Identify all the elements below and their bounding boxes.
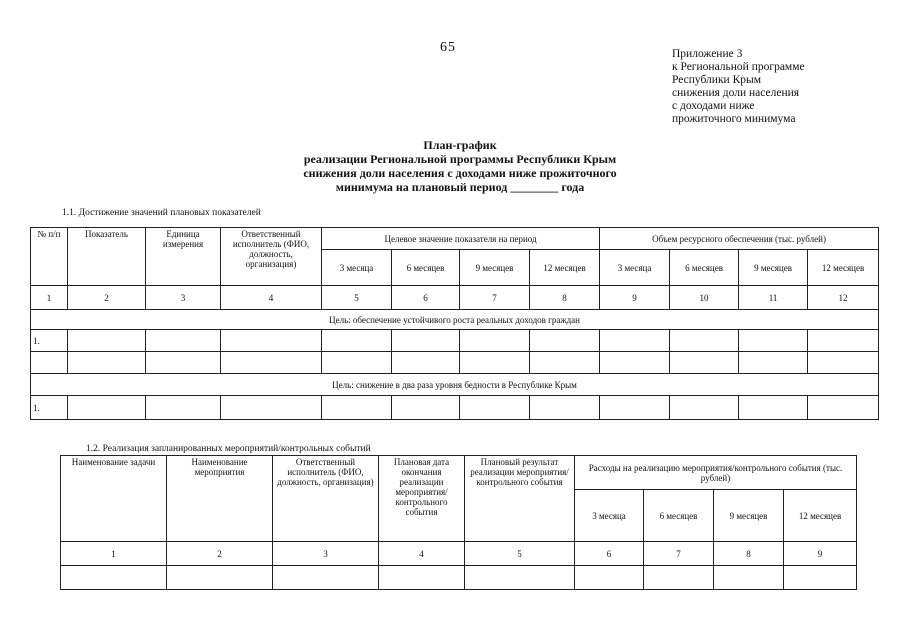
header-period: 12 месяцев [530,250,600,286]
table-cell [392,352,460,374]
table-cell [322,330,392,352]
table-cell [167,566,273,590]
table-cell [68,352,146,374]
title-line: реализации Региональной программы Республики Крым [303,152,617,166]
header-period: 3 месяца [575,490,644,542]
appendix-line: Республики Крым [672,74,761,86]
header-period: 9 месяцев [739,250,808,286]
table-cell [784,566,857,590]
goal-row: Цель: обеспечение устойчивого роста реальных доходов граждан [31,310,879,330]
column-number: 10 [670,286,739,310]
appendix-note [672,48,805,126]
title-line: минимума на плановый период ________ года [335,180,585,194]
header-indicator: Показатель [68,228,146,286]
table-cell [31,352,68,374]
table-cell [460,352,530,374]
column-number: 3 [146,286,221,310]
header-event: Наименование мероприятия [167,456,273,542]
table-cell [739,396,808,420]
table-cell [221,330,322,352]
table-cell [600,352,670,374]
table-cell [644,566,714,590]
document-title [200,138,720,194]
header-target-group: Целевое значение показателя на период [322,228,600,250]
header-expenses-group: Расходы на реализацию мероприятия/контрольного события (тыс. рублей) [575,456,857,490]
appendix-line: снижения доли населения [672,87,800,99]
header-period: 3 месяца [600,250,670,286]
table-cell [739,330,808,352]
table-cell [808,330,879,352]
column-number: 7 [644,542,714,566]
table-cell [322,396,392,420]
header-period: 6 месяцев [670,250,739,286]
table-cell [600,330,670,352]
title-line: План-график [423,138,497,152]
column-number: 12 [808,286,879,310]
column-number: 9 [600,286,670,310]
table-cell [460,396,530,420]
table-cell [714,566,784,590]
table-cell [146,396,221,420]
appendix-line: к Региональной программе [672,61,805,73]
table-cell [61,566,167,590]
table-cell [68,396,146,420]
header-unit: Единица измерения [146,228,221,286]
header-period: 12 месяцев [784,490,857,542]
header-period: 6 месяцев [392,250,460,286]
table-cell [739,352,808,374]
page-number: 65 [440,40,456,55]
table-cell [670,352,739,374]
title-line: снижения доли населения с доходами ниже прожиточного [303,166,617,180]
table-cell [146,330,221,352]
table-cell [392,396,460,420]
section1-heading: 1.1. Достижение значений плановых показателей [62,208,261,218]
table-cell [273,566,379,590]
column-number: 4 [379,542,465,566]
header-period: 12 месяцев [808,250,879,286]
table-cell [530,352,600,374]
column-number: 1 [31,286,68,310]
header-num: № п/п [31,228,68,286]
header-period: 6 месяцев [644,490,714,542]
appendix-line: с доходами ниже [672,100,755,112]
column-number: 8 [714,542,784,566]
column-number: 5 [465,542,575,566]
header-task: Наименование задачи [61,456,167,542]
row-number: 1. [31,396,68,420]
column-number: 6 [575,542,644,566]
column-number: 6 [392,286,460,310]
column-number: 3 [273,542,379,566]
table-cell [221,396,322,420]
appendix-line: Приложение 3 [672,48,743,60]
table-cell [670,330,739,352]
column-number: 8 [530,286,600,310]
table-cell [221,352,322,374]
goal-row: Цель: снижение в два раза уровня бедности в Республике Крым [31,374,879,396]
table-cell [465,566,575,590]
events-table [60,455,857,590]
table-cell [808,352,879,374]
table-cell [575,566,644,590]
table-cell [808,396,879,420]
header-end-date: Плановая дата окончания реализации мероприятия/ контрольного события [379,456,465,542]
header-result: Плановый результат реализации мероприятия/ контрольного события [465,456,575,542]
table-cell [460,330,530,352]
section2-heading: 1.2. Реализация запланированных мероприятий/контрольных событий [86,444,371,454]
column-number: 11 [739,286,808,310]
column-number: 2 [68,286,146,310]
column-number: 4 [221,286,322,310]
table-cell [530,396,600,420]
column-number: 5 [322,286,392,310]
table-cell [379,566,465,590]
table-cell [392,330,460,352]
indicators-table [30,227,879,420]
table-cell [68,330,146,352]
table-cell [670,396,739,420]
table-cell [530,330,600,352]
column-number: 9 [784,542,857,566]
column-number: 1 [61,542,167,566]
header-period: 9 месяцев [714,490,784,542]
header-resource-group: Объем ресурсного обеспечения (тыс. рублей) [600,228,879,250]
column-number: 7 [460,286,530,310]
header-period: 9 месяцев [460,250,530,286]
table-cell [146,352,221,374]
header-executor: Ответственный исполнитель (ФИО, должность, организация) [273,456,379,542]
header-period: 3 месяца [322,250,392,286]
appendix-line: прожиточного минимума [672,113,796,125]
row-number: 1. [31,330,68,352]
table-cell [600,396,670,420]
column-number: 2 [167,542,273,566]
table-cell [322,352,392,374]
header-executor: Ответственный исполнитель (ФИО, должность, организация) [221,228,322,286]
